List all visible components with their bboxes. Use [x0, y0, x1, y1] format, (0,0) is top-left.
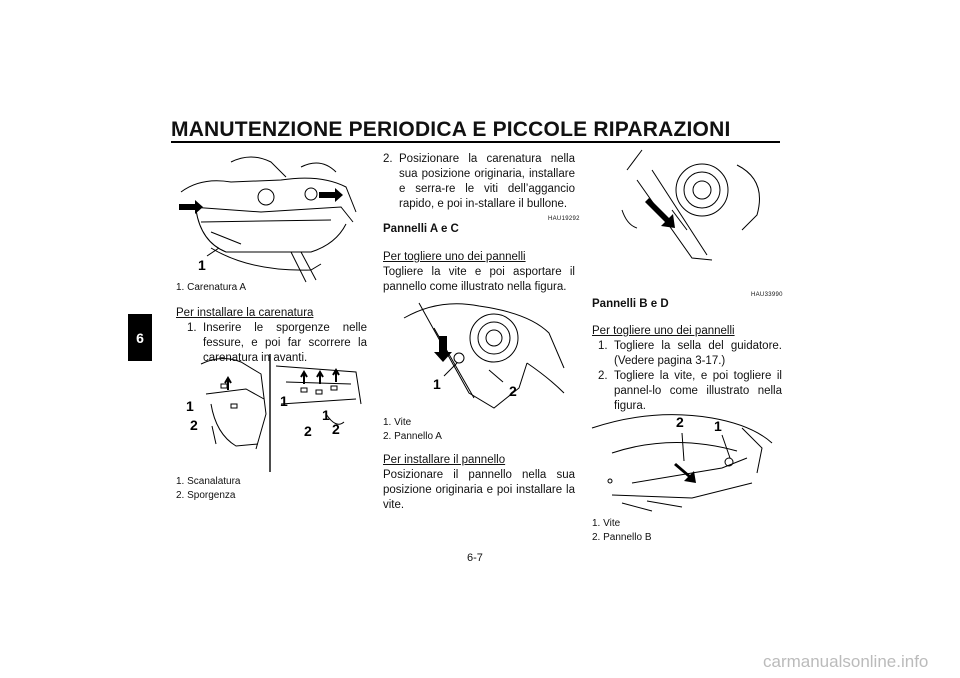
section-code-panels-a-c: HAU19292: [548, 216, 580, 222]
fig2-callout-right-2b: 2: [332, 421, 340, 437]
page-number: 6-7: [467, 552, 483, 564]
chapter-tab: 6: [128, 314, 152, 361]
title-rule: [171, 141, 780, 143]
fig2-callout-left-1: 1: [186, 398, 194, 414]
install-fairing-heading: Per installare la carenatura: [176, 307, 314, 319]
step-text: Togliere la sella del guidatore. (Vedere pagina 3-17.): [614, 340, 782, 367]
panels-a-c-heading: Pannelli A e C: [383, 223, 459, 235]
fig2-callout-right-2a: 2: [304, 423, 312, 439]
figure-carenatura-a: [171, 152, 361, 282]
step-number: 1.: [187, 322, 197, 334]
fig1-caption-1: 1. Carenatura A: [176, 282, 247, 293]
step-text: Togliere la vite, e poi togliere il pannel-lo come illustrato nella figura.: [614, 370, 782, 412]
step-text: Posizionare la carenatura nella sua posizione originaria, installare e serra-re le viti dell’aggancio rapido, e poi in-stallare il bullone.: [399, 153, 575, 210]
fig5-callout-2: 2: [676, 414, 684, 430]
fig3-caption-2: 2. Pannello A: [383, 431, 442, 442]
fig2-callout-right-1a: 1: [280, 393, 288, 409]
fig2-callout-left-2: 2: [190, 417, 198, 433]
figure-panel-a: [399, 298, 569, 413]
fig2-callout-right-1b: 1: [322, 407, 330, 423]
step-number: 1.: [598, 340, 608, 352]
remove-panel-b-d-step-1: [598, 339, 782, 369]
fig2-caption-2: 2. Sporgenza: [176, 490, 236, 501]
step-text: Inserire le sporgenze nelle fessure, e poi far scorrere la carenatura in avanti.: [203, 322, 367, 364]
section-code-panels-b-d: HAU33990: [751, 292, 783, 298]
fig3-caption-1: 1. Vite: [383, 417, 412, 428]
panels-b-d-heading: Pannelli B e D: [592, 298, 669, 310]
remove-panel-text: Togliere la vite e poi asportare il pannello come illustrato nella figura.: [383, 266, 575, 293]
fig2-caption-1: 1. Scanalatura: [176, 476, 241, 487]
figure-panel-b: [592, 403, 782, 513]
fig5-caption-2: 2. Pannello B: [592, 532, 652, 543]
figure-slots-tabs: [176, 354, 366, 472]
install-fairing-step-2: [383, 152, 575, 212]
fig1-callout-1: 1: [198, 257, 206, 273]
figure-panel-c: [617, 150, 782, 268]
page-title: MANUTENZIONE PERIODICA E PICCOLE RIPARAZIONI: [171, 118, 731, 141]
fig3-callout-2: 2: [509, 383, 517, 399]
watermark: carmanualsonline.info: [763, 652, 929, 671]
remove-panel-heading: Per togliere uno dei pannelli: [383, 251, 526, 263]
remove-panel-b-d-heading: Per togliere uno dei pannelli: [592, 325, 735, 337]
fig3-callout-1: 1: [433, 376, 441, 392]
fig5-caption-1: 1. Vite: [592, 518, 621, 529]
install-panel-text: Posizionare il pannello nella sua posizione originaria e poi installare la vite.: [383, 469, 575, 511]
step-number: 2.: [598, 370, 608, 382]
install-panel-heading: Per installare il pannello: [383, 454, 506, 466]
fig5-callout-1: 1: [714, 418, 722, 434]
step-number: 2.: [383, 153, 393, 165]
